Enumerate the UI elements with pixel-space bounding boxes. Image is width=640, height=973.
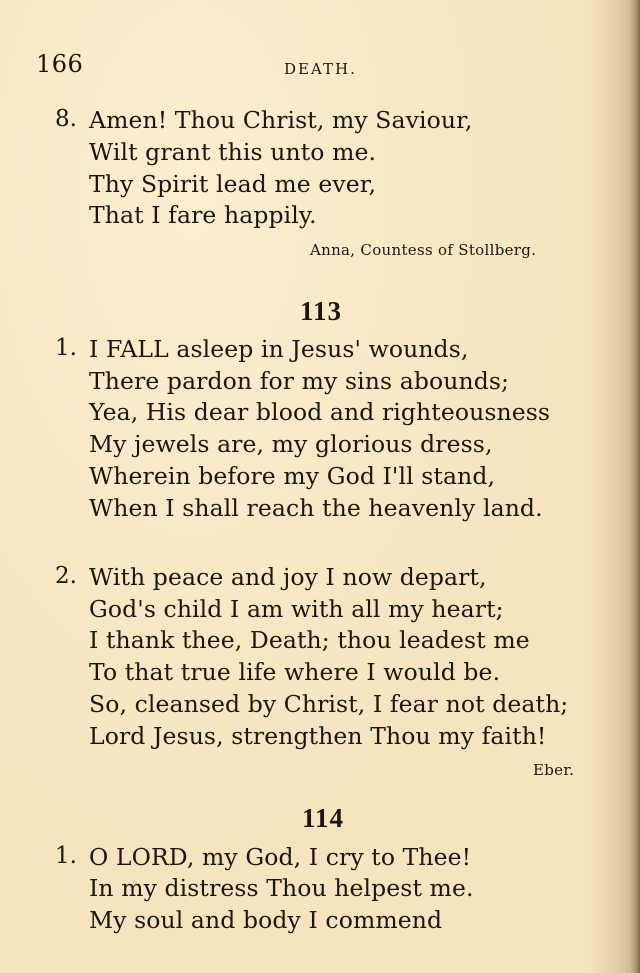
verse-line: With peace and joy I now depart, xyxy=(89,563,487,591)
verse-line: Lord Jesus, strengthen Thou my faith! xyxy=(89,722,547,750)
verse-line: That I fare happily. xyxy=(89,201,317,229)
verse-line: Amen! Thou Christ, my Saviour, xyxy=(89,106,473,134)
running-head: DEATH. xyxy=(284,60,357,78)
hymn-attribution: Eber. xyxy=(533,761,575,779)
verse-line: To that true life where I would be. xyxy=(89,658,501,686)
verse-line: In my distress Thou helpest me. xyxy=(89,874,474,902)
verse-line: Wilt grant this unto me. xyxy=(89,138,377,166)
hymn-attribution: Anna, Countess of Stollberg. xyxy=(310,241,537,259)
verse-line: Thy Spirit lead me ever, xyxy=(89,170,377,198)
verse-line: When I shall reach the heavenly land. xyxy=(89,494,543,522)
verse-line: I FALL asleep in Jesus' wounds, xyxy=(89,335,469,363)
hymn-number: 113 xyxy=(300,296,343,326)
verse-line: My jewels are, my glorious dress, xyxy=(89,430,493,458)
stanza-number: 8. xyxy=(55,106,77,132)
stanza-number: 1. xyxy=(55,335,77,361)
verse-line: There pardon for my sins abounds; xyxy=(89,367,510,395)
verse-line: I thank thee, Death; thou leadest me xyxy=(89,626,530,654)
stanza-number: 1. xyxy=(55,843,77,869)
verse-line: Yea, His dear blood and righteousness xyxy=(89,398,551,426)
page-number: 166 xyxy=(36,50,84,78)
verse-line: So, cleansed by Christ, I fear not death; xyxy=(89,690,569,718)
verse-line: Wherein before my God I'll stand, xyxy=(89,462,496,490)
stanza-number: 2. xyxy=(55,563,77,589)
verse-line: O LORD, my God, I cry to Thee! xyxy=(89,843,472,871)
verse-line: My soul and body I commend xyxy=(89,906,443,934)
page-edge xyxy=(630,0,640,973)
verse-line: God's child I am with all my heart; xyxy=(89,595,504,623)
hymn-number: 114 xyxy=(302,803,345,833)
